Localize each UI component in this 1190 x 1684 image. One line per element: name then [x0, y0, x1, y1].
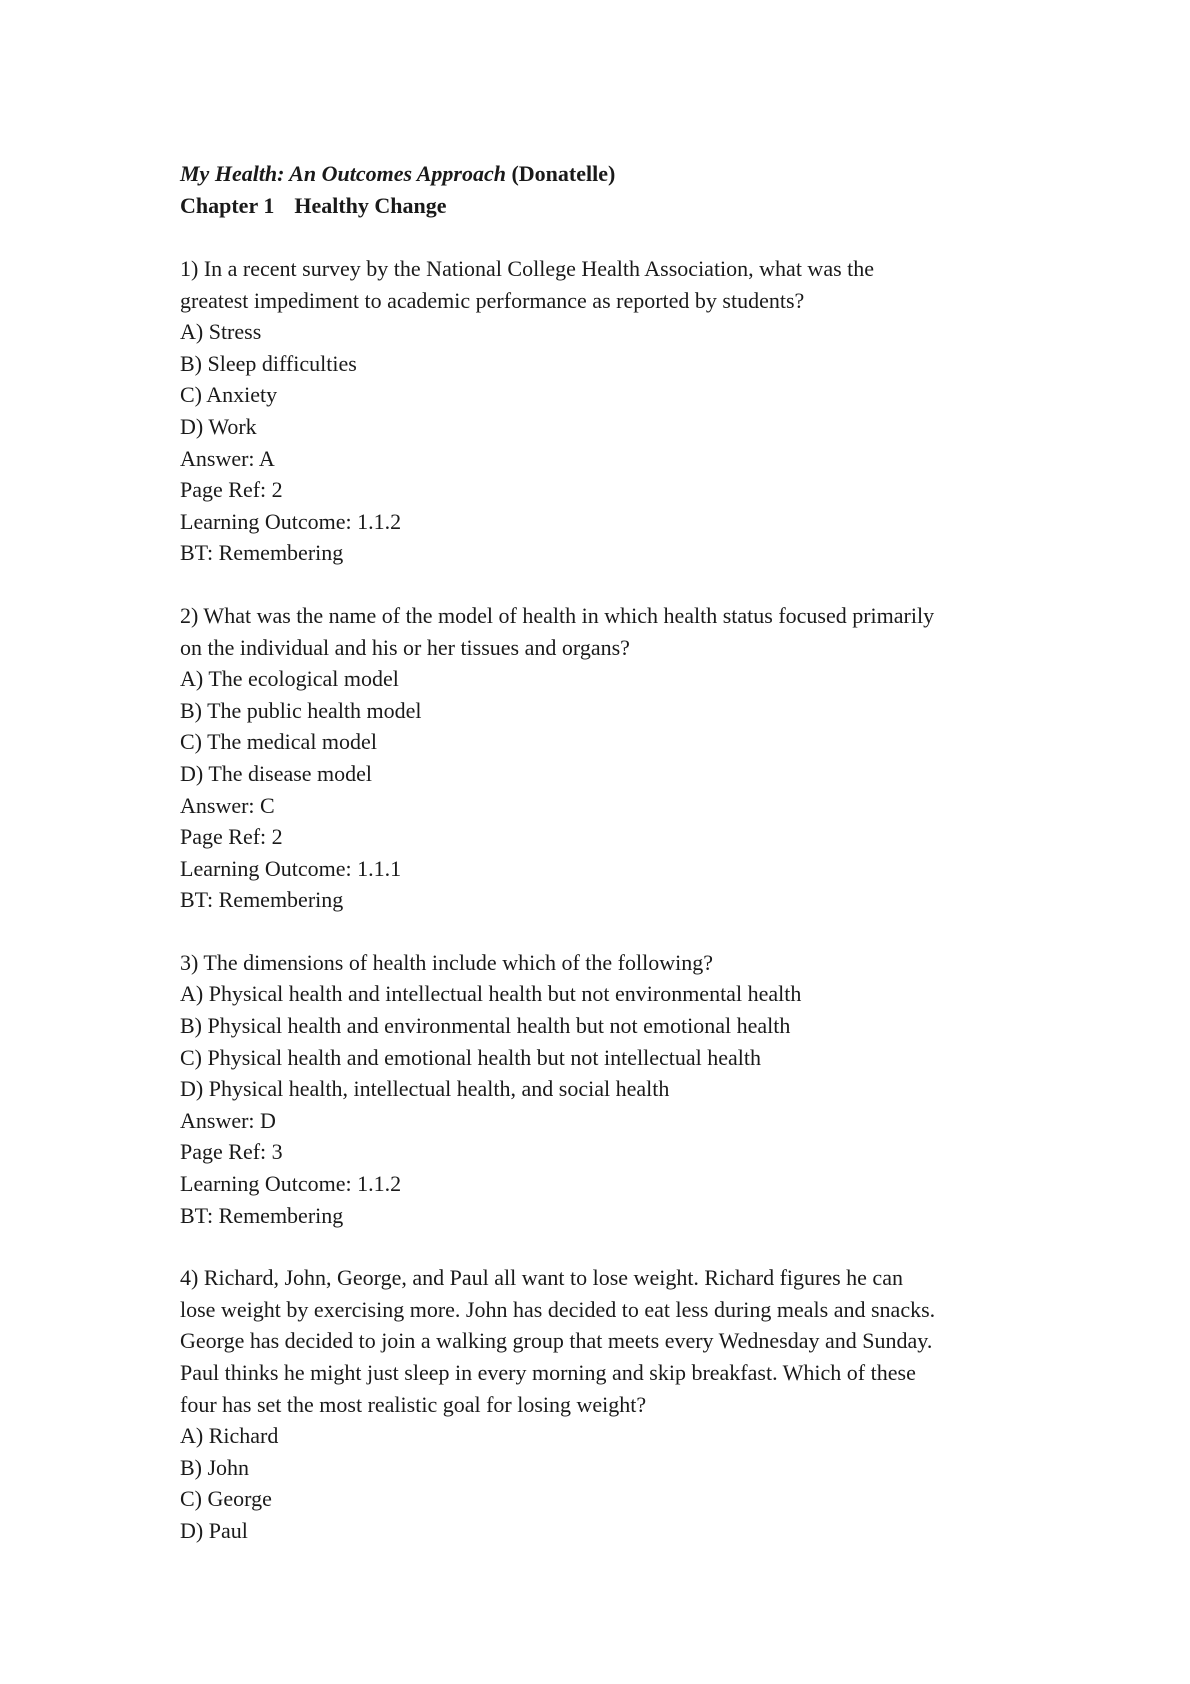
question-stem-line: 2) What was the name of the model of health in which health status focused primarily — [180, 602, 935, 628]
answer-option: C) George — [180, 1486, 272, 1512]
answer-option: B) Physical health and environmental health but not emotional health — [180, 1013, 791, 1039]
chapter-heading — [180, 190, 1040, 222]
chapter-title: Healthy Change — [294, 193, 447, 218]
chapter-number: Chapter 1 — [180, 193, 275, 218]
bloom-taxonomy: BT: Remembering — [180, 540, 344, 566]
book-title: My Health: An Outcomes Approach — [180, 161, 506, 186]
answer-option: A) The ecological model — [180, 666, 399, 692]
answer-key: Answer: A — [180, 445, 275, 471]
question-1 — [180, 253, 1040, 569]
question-stem-line: on the individual and his or her tissues and organs? — [180, 634, 630, 660]
document-content — [180, 158, 1040, 1547]
learning-outcome: Learning Outcome: 1.1.2 — [180, 508, 402, 534]
answer-option: C) Anxiety — [180, 382, 278, 408]
answer-option: D) Work — [180, 413, 257, 439]
bloom-taxonomy: BT: Remembering — [180, 1202, 344, 1228]
question-stem-line: George has decided to join a walking group that meets every Wednesday and Sunday. — [180, 1328, 933, 1354]
page-reference: Page Ref: 3 — [180, 1139, 283, 1165]
question-2 — [180, 600, 1040, 916]
answer-option: D) The disease model — [180, 760, 373, 786]
question-stem-line: four has set the most realistic goal for losing weight? — [180, 1391, 647, 1417]
question-stem-line: greatest impediment to academic performance as reported by students? — [180, 287, 805, 313]
question-3 — [180, 947, 1040, 1231]
answer-option: C) Physical health and emotional health but not intellectual health — [180, 1044, 762, 1070]
learning-outcome: Learning Outcome: 1.1.2 — [180, 1171, 402, 1197]
question-stem-line: Paul thinks he might just sleep in every morning and skip breakfast. Which of these — [180, 1360, 916, 1385]
bloom-taxonomy: BT: Remembering — [180, 887, 344, 913]
answer-option: D) Physical health, intellectual health, and social health — [180, 1076, 670, 1102]
page-reference: Page Ref: 2 — [180, 824, 283, 850]
answer-option: B) The public health model — [180, 697, 422, 723]
answer-option: B) Sleep difficulties — [180, 350, 357, 376]
learning-outcome: Learning Outcome: 1.1.1 — [180, 855, 402, 881]
book-author: (Donatelle) — [511, 161, 616, 186]
answer-key: Answer: D — [180, 1107, 276, 1133]
answer-option: B) John — [180, 1454, 250, 1480]
answer-option: A) Physical health and intellectual health but not environmental health — [180, 981, 802, 1007]
question-stem-line: 1) In a recent survey by the National College Health Association, what was the — [180, 256, 875, 281]
answer-key: Answer: C — [180, 792, 275, 818]
answer-option: C) The medical model — [180, 729, 377, 755]
page-reference: Page Ref: 2 — [180, 477, 283, 503]
document-title — [180, 158, 1040, 190]
question-stem-line: lose weight by exercising more. John has decided to eat less during meals and snacks. — [180, 1296, 936, 1322]
answer-option: D) Paul — [180, 1517, 248, 1543]
question-stem-line: 4) Richard, John, George, and Paul all want to lose weight. Richard figures he can — [180, 1265, 903, 1291]
answer-option: A) Stress — [180, 319, 262, 345]
answer-option: A) Richard — [180, 1423, 279, 1449]
question-stem-line: 3) The dimensions of health include which of the following? — [180, 949, 713, 975]
question-4 — [180, 1262, 1040, 1546]
